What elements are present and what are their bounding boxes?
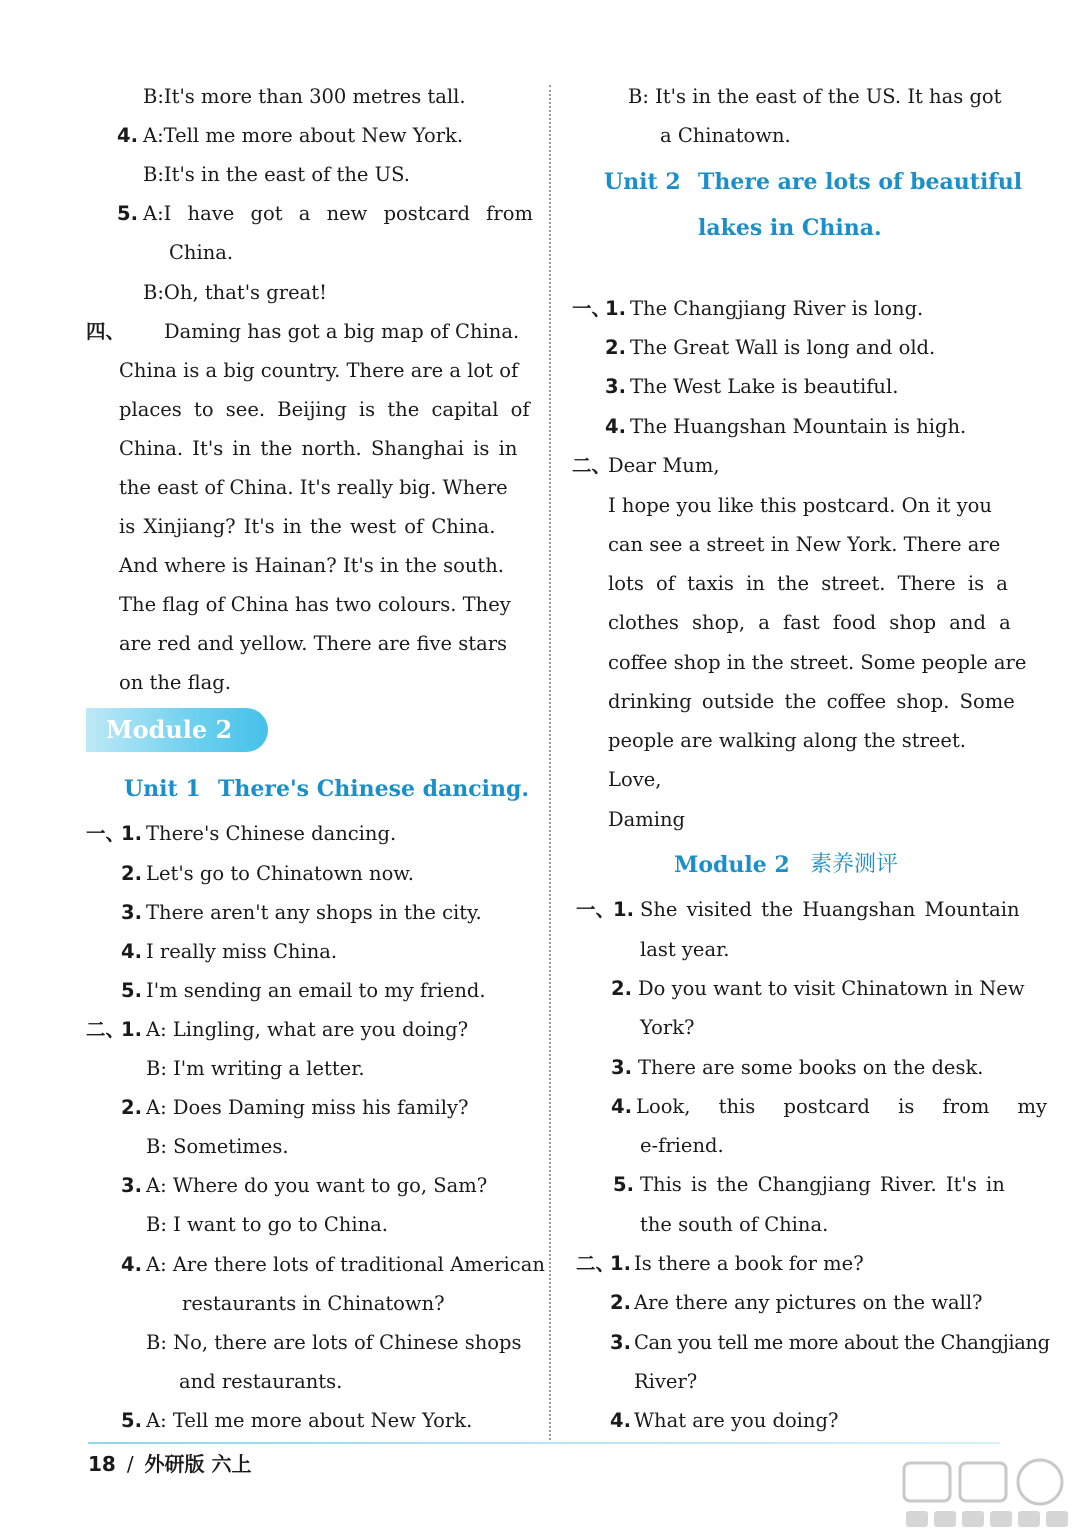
text-line: Look, this postcard is from my <box>636 1095 1048 1118</box>
text-line: Can you tell me more about the Changjiang <box>634 1331 1050 1354</box>
item-number: 5. <box>117 202 138 225</box>
section-marker: 二、 <box>86 1018 126 1041</box>
paragraph-line: are red and yellow. There are five stars <box>119 632 508 655</box>
item-number: 4. <box>610 1409 631 1432</box>
text-line: restaurants in Chinatown? <box>182 1292 445 1315</box>
assessment-title: 素养测评 <box>810 852 899 877</box>
item-number: 3. <box>610 1331 631 1354</box>
text-line: B: No, there are lots of Chinese shops <box>146 1331 522 1354</box>
item-number: 1. <box>605 297 626 320</box>
text-line: There are some books on the desk. <box>638 1056 984 1079</box>
text-line: last year. <box>640 938 730 961</box>
section-marker: 二、 <box>572 454 612 477</box>
section-marker: 一、 <box>572 297 612 320</box>
text-line: A: Tell me more about New York. <box>146 1409 473 1432</box>
text-line: B:It's more than 300 metres tall. <box>143 85 466 108</box>
text-line: The Huangshan Mountain is high. <box>630 415 967 438</box>
section-marker: 二、 <box>576 1252 616 1275</box>
item-number: 4. <box>117 124 138 147</box>
letter-line: can see a street in New York. There are <box>608 533 1001 556</box>
item-number: 2. <box>121 1096 142 1119</box>
letter-line: coffee shop in the street. Some people are <box>608 651 1027 674</box>
text-line: A:I have got a new postcard from <box>143 202 533 225</box>
item-number: 3. <box>121 1174 142 1197</box>
letter-line: people are walking along the street. <box>608 729 967 752</box>
item-number: 2. <box>611 977 632 1000</box>
text-line: B:Oh, that's great! <box>143 281 327 304</box>
text-line: I really miss China. <box>146 940 338 963</box>
unit-label: Unit 1 <box>124 776 201 802</box>
letter-signature: Daming <box>608 808 686 831</box>
text-line: China. <box>169 241 234 264</box>
item-number: 2. <box>121 862 142 885</box>
text-line: B: It's in the east of the US. It has got <box>628 85 1002 108</box>
item-number: 3. <box>121 901 142 924</box>
item-number: 1. <box>121 822 142 845</box>
text-line: B: Sometimes. <box>146 1135 289 1158</box>
column-divider <box>549 85 551 1440</box>
item-number: 3. <box>605 375 626 398</box>
text-line: She visited the Huangshan Mountain <box>640 898 1020 921</box>
letter-greeting: Dear Mum, <box>608 454 720 477</box>
item-number: 1. <box>613 898 634 921</box>
section-marker: 一、 <box>576 898 616 921</box>
text-line: Let's go to Chinatown now. <box>146 862 414 885</box>
text-line: I'm sending an email to my friend. <box>146 979 486 1002</box>
edition-label: 外研版 六上 <box>144 1452 252 1476</box>
text-line: B: I want to go to China. <box>146 1213 388 1236</box>
item-number: 1. <box>121 1018 142 1041</box>
item-number: 1. <box>610 1252 631 1275</box>
unit-title: There's Chinese dancing. <box>218 776 530 802</box>
footer-separator: / <box>126 1452 134 1476</box>
paragraph-line: on the flag. <box>119 671 231 694</box>
item-number: 4. <box>605 415 626 438</box>
item-number: 4. <box>611 1095 632 1118</box>
unit-label: Unit 2 <box>604 169 681 195</box>
text-line: B: I'm writing a letter. <box>146 1057 365 1080</box>
page-footer <box>88 1454 252 1474</box>
paragraph-line: The flag of China has two colours. They <box>119 593 511 616</box>
text-line: Is there a book for me? <box>634 1252 864 1275</box>
text-line: A: Does Daming miss his family? <box>146 1096 469 1119</box>
page-number: 18 <box>88 1452 116 1476</box>
text-line: What are you doing? <box>634 1409 839 1432</box>
paragraph-line: is Xinjiang? It's in the west of China. <box>119 515 496 538</box>
letter-line: clothes shop, a fast food shop and a <box>608 611 1011 634</box>
text-line: Do you want to visit Chinatown in New <box>638 977 1025 1000</box>
item-number: 3. <box>611 1056 632 1079</box>
unit-title: There are lots of beautiful <box>698 169 1023 195</box>
assessment-label: Module 2 <box>674 852 790 878</box>
text-line: A:Tell me more about New York. <box>143 124 464 147</box>
text-line: York? <box>640 1016 695 1039</box>
text-line: A: Are there lots of traditional American <box>146 1253 545 1276</box>
item-number: 4. <box>121 1253 142 1276</box>
item-number: 5. <box>613 1173 634 1196</box>
letter-line: lots of taxis in the street. There is a <box>608 572 1008 595</box>
paragraph-line: Daming has got a big map of China. <box>164 320 520 343</box>
section-marker: 四、 <box>86 320 126 343</box>
letter-closing: Love, <box>608 768 662 791</box>
item-number: 2. <box>610 1291 631 1314</box>
text-line: There aren't any shops in the city. <box>146 901 482 924</box>
item-number: 4. <box>121 940 142 963</box>
text-line: A: Lingling, what are you doing? <box>146 1018 469 1041</box>
text-line: the south of China. <box>640 1213 829 1236</box>
text-line: The West Lake is beautiful. <box>630 375 899 398</box>
text-line: The Great Wall is long and old. <box>630 336 936 359</box>
text-line: Are there any pictures on the wall? <box>634 1291 983 1314</box>
item-number: 2. <box>605 336 626 359</box>
letter-line: drinking outside the coffee shop. Some <box>608 690 1015 713</box>
text-line: The Changjiang River is long. <box>630 297 924 320</box>
text-line: e-friend. <box>640 1134 724 1157</box>
text-line: This is the Changjiang River. It's in <box>640 1173 1005 1196</box>
letter-line: I hope you like this postcard. On it you <box>608 494 992 517</box>
module-banner-label: Module 2 <box>106 715 233 744</box>
item-number: 5. <box>121 1409 142 1432</box>
watermark-logo-icon <box>898 1455 1075 1535</box>
unit-title: lakes in China. <box>698 215 882 241</box>
text-line: a Chinatown. <box>660 124 791 147</box>
text-line: River? <box>634 1370 698 1393</box>
text-line: B:It's in the east of the US. <box>143 163 410 186</box>
paragraph-line: And where is Hainan? It's in the south. <box>119 554 505 577</box>
paragraph-line: China is a big country. There are a lot of <box>119 359 519 382</box>
paragraph-line: the east of China. It's really big. Where <box>119 476 508 499</box>
text-line: There's Chinese dancing. <box>146 822 397 845</box>
paragraph-line: China. It's in the north. Shanghai is in <box>119 437 518 460</box>
footer-rule <box>88 1442 1000 1444</box>
text-line: and restaurants. <box>179 1370 343 1393</box>
text-line: A: Where do you want to go, Sam? <box>146 1174 488 1197</box>
item-number: 5. <box>121 979 142 1002</box>
paragraph-line: places to see. Beijing is the capital of <box>119 398 530 421</box>
section-marker: 一、 <box>86 822 126 845</box>
